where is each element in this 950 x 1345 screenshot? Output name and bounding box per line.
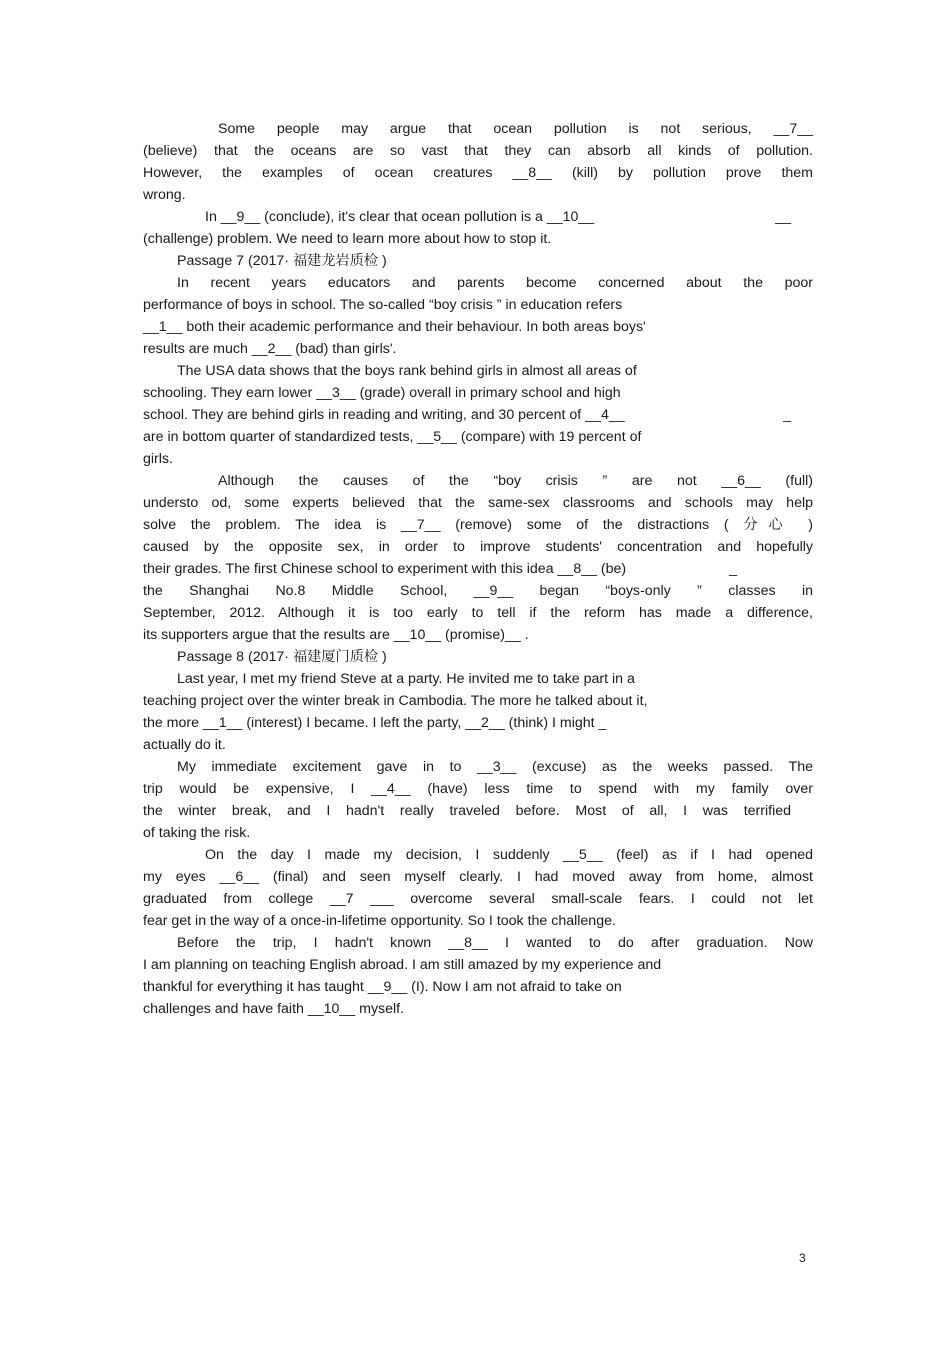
text-line: (challenge) problem. We need to learn more about how to stop it. — [143, 231, 552, 247]
text-line: In __9__ (conclude), it's clear that ocean pollution is a __10__ — [205, 209, 595, 225]
text-line: I am planning on teaching English abroad. I am still amazed by my experience and — [143, 957, 662, 973]
text-line: The USA data shows that the boys rank behind girls in almost all areas of — [177, 363, 637, 379]
text-line: fear get in the way of a once-in-lifetime opportunity. So I took the challenge. — [143, 913, 616, 929]
text-line: However, the examples of ocean creatures __8__ (kill) by pollution prove them — [143, 165, 813, 181]
text-line: girls. — [143, 451, 173, 467]
text-line: wrong. — [143, 187, 186, 203]
text-line: school. They are behind girls in reading and writing, and 30 percent of __4__ — [143, 407, 625, 423]
stray-mark: __ — [775, 209, 791, 225]
text-line: their grades. The first Chinese school to experiment with this idea __8__ (be) — [143, 561, 627, 577]
text-line: actually do it. — [143, 737, 226, 753]
text-line: caused by the opposite sex, in order to improve students' concentration and hopefully — [143, 539, 813, 555]
text-line: the more __1__ (interest) I became. I left the party, __2__ (think) I might _ — [143, 715, 607, 731]
text-line: My immediate excitement gave in to __3__ (excuse) as the weeks passed. The — [177, 759, 813, 775]
text-line: In recent years educators and parents become concerned about the poor — [177, 275, 813, 291]
text-line: the winter break, and I hadn't really traveled before. Most of all, I was terrified — [143, 803, 791, 819]
text-line: its supporters argue that the results are __10__ (promise)__ . — [143, 627, 529, 643]
text-line: of taking the risk. — [143, 825, 251, 841]
text-line: the Shanghai No.8 Middle School, __9__ began “boys-only ” classes in — [143, 583, 813, 599]
text-line: On the day I made my decision, I suddenly __5__ (feel) as if I had opened — [205, 847, 813, 863]
text-line: challenges and have faith __10__ myself. — [143, 1001, 405, 1017]
text-line-with-mark — [143, 404, 813, 426]
text-line: my eyes __6__ (final) and seen myself clearly. I had moved away from home, almost — [143, 869, 813, 885]
text-line: trip would be expensive, I __4__ (have) less time to spend with my family over — [143, 781, 813, 797]
text-line: are in bottom quarter of standardized tests, __5__ (compare) with 19 percent of — [143, 429, 642, 445]
text-line: September, 2012. Although it is too early to tell if the reform has made a difference, — [143, 605, 813, 621]
text-line: __1__ both their academic performance and their behaviour. In both areas boys' — [143, 319, 646, 335]
text-line: teaching project over the winter break in Cambodia. The more he talked about it, — [143, 693, 648, 709]
text-line: Some people may argue that ocean pollution is not serious, __7__ — [218, 121, 813, 137]
text-line: performance of boys in school. The so-called “boy crisis ” in education refers — [143, 297, 623, 313]
text-line: solve the problem. The idea is __7__ (remove) some of the distractions ( 分心 ) — [143, 517, 813, 533]
document-body — [143, 118, 813, 1020]
stray-mark: _ — [729, 561, 737, 577]
text-line: Before the trip, I hadn't known __8__ I wanted to do after graduation. Now — [177, 935, 813, 951]
passage-heading: Passage 8 (2017· 福建厦门质检 ) — [177, 649, 387, 665]
stray-mark: _ — [783, 407, 791, 423]
text-line-with-mark — [143, 558, 813, 580]
text-line: understo od, some experts believed that the same-sex classrooms and schools may help — [143, 495, 813, 511]
text-line: (believe) that the oceans are so vast that they can absorb all kinds of pollution. — [143, 143, 813, 159]
text-line: results are much __2__ (bad) than girls'. — [143, 341, 397, 357]
text-line: thankful for everything it has taught __9__ (I). Now I am not afraid to take on — [143, 979, 622, 995]
text-line: graduated from college __7 ___ overcome several small-scale fears. I could not let — [143, 891, 813, 907]
text-line: schooling. They earn lower __3__ (grade) overall in primary school and high — [143, 385, 621, 401]
text-line: Although the causes of the “boy crisis ” are not __6__ (full) — [218, 473, 813, 489]
page-number: 3 — [799, 1251, 806, 1265]
text-line: Last year, I met my friend Steve at a party. He invited me to take part in a — [177, 671, 635, 687]
text-line-with-mark — [143, 206, 813, 228]
passage-heading: Passage 7 (2017· 福建龙岩质检 ) — [177, 253, 387, 269]
